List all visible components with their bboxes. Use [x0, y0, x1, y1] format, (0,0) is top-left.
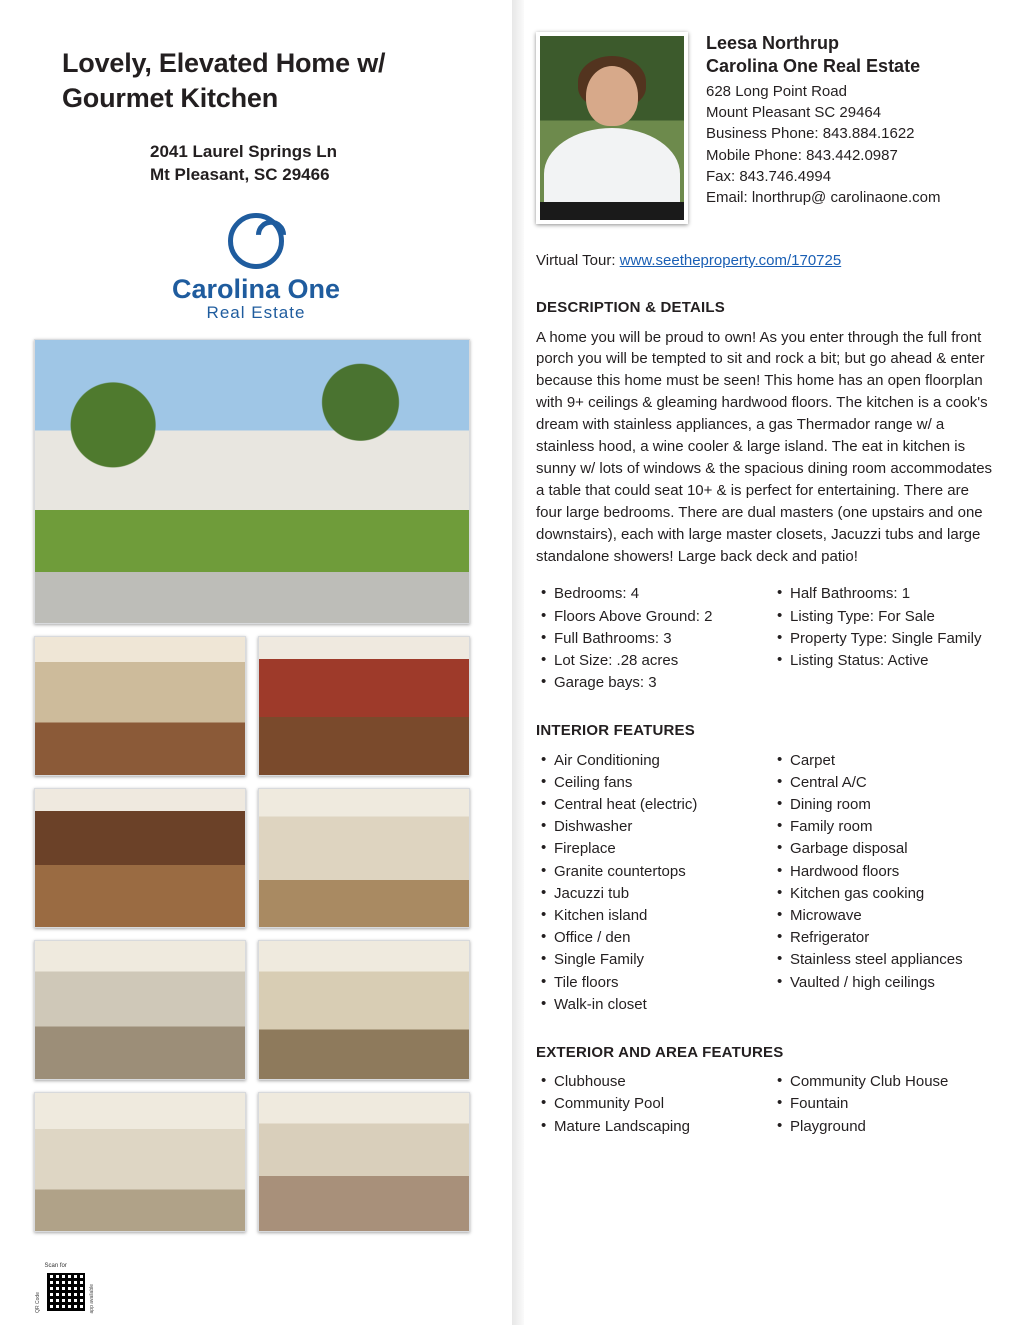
agent-city-state-zip: Mount Pleasant SC 29464	[706, 104, 882, 122]
qr-block[interactable]	[36, 1263, 95, 1313]
virtual-tour-link[interactable]: www.seetheproperty.com/170725	[619, 252, 842, 269]
qr-top-label: Scan for	[44, 1263, 67, 1269]
qr-side-label-1: QR Code	[35, 1292, 41, 1313]
virtual-tour-row	[536, 250, 994, 271]
interior-list-right	[772, 750, 994, 1016]
list-item: • Central heat (electric)	[554, 794, 758, 816]
agent-street: 628 Long Point Road	[706, 82, 847, 100]
list-item: • Stainless steel appliances	[790, 949, 994, 971]
brand-name: Carolina One	[171, 273, 341, 304]
list-item: • Single Family	[554, 949, 758, 971]
photo-dining-room	[258, 636, 470, 776]
list-item: • Carpet	[790, 750, 994, 772]
agent-business-phone: Business Phone: 843.884.1622	[706, 125, 915, 143]
exterior-lists	[536, 1071, 994, 1138]
details-lists	[536, 583, 994, 694]
virtual-tour-label: Virtual Tour:	[536, 252, 616, 269]
list-item: • Tile floors	[554, 972, 758, 994]
circle-c-icon	[228, 213, 284, 269]
list-item: • Lot Size: .28 acres	[554, 650, 758, 672]
list-item: • Playground	[790, 1116, 994, 1138]
qr-side-label-2: app available	[88, 1283, 95, 1313]
details-list-right	[772, 583, 994, 694]
photo-master-bedroom	[258, 940, 470, 1080]
list-item: • Mature Landscaping	[554, 1116, 758, 1138]
agent-info	[706, 32, 941, 224]
description-text: A home you will be proud to own! As you enter through the full front porch you will be tempted to sit and rock a bit; but go ahead & enter because this home must be seen! This home has an open floorplan with 9+ ceilings & gleaming hardwood floors. The kitchen is a cook's dream with stainless appliances, a gas Thermador range w/ a stainless hood, a wine cooler & large island. The eat in kitchen is sunny w/ lots of windows & the spacious dining room accommodates a table that could seat 10+ & is perfect for entertaining. There are four large bedrooms. There are dual masters (one upstairs and one downstairs), each with large master closets, Jacuzzi tubs and large standalone showers! Large back deck and patio!	[536, 328, 993, 565]
photo-grid	[34, 636, 470, 1232]
photo-kitchen	[34, 788, 246, 928]
list-item: • Floors Above Ground: 2	[554, 606, 758, 628]
photo-family-room	[258, 788, 470, 928]
property-address	[150, 141, 486, 187]
interior-list-left	[536, 750, 758, 1016]
exterior-section-title: EXTERIOR AND AREA FEATURES	[536, 1043, 784, 1061]
details-list-left	[536, 583, 758, 694]
list-item: • Walk-in closet	[554, 994, 758, 1016]
list-item: • Half Bathrooms: 1	[790, 583, 994, 605]
list-item: • Hardwood floors	[790, 861, 994, 883]
photo-guest-bedroom	[258, 1092, 470, 1232]
list-item: • Community Pool	[554, 1093, 758, 1115]
list-item: • Property Type: Single Family	[790, 628, 994, 650]
list-item: • Listing Status: Active	[790, 650, 994, 672]
list-item: • Dishwasher	[554, 816, 758, 838]
list-item: • Listing Type: For Sale	[790, 606, 994, 628]
list-item: • Jacuzzi tub	[554, 883, 758, 905]
list-item: • Family room	[790, 816, 994, 838]
list-item: • Full Bathrooms: 3	[554, 628, 758, 650]
brand-logo	[146, 213, 366, 323]
list-item: • Vaulted / high ceilings	[790, 972, 994, 994]
address-line-1: 2041 Laurel Springs Ln	[150, 142, 338, 162]
list-item: • Garbage disposal	[790, 838, 994, 860]
list-item: • Garage bays: 3	[554, 672, 758, 694]
exterior-list-right	[772, 1071, 994, 1138]
address-line-2: Mt Pleasant, SC 29466	[150, 165, 330, 185]
qr-code-icon[interactable]	[45, 1271, 87, 1313]
photo-bedroom-nursery	[34, 940, 246, 1080]
column-divider	[512, 0, 524, 1325]
page-title: Lovely, Elevated Home w/ Gourmet Kitchen	[62, 48, 386, 113]
agent-company: Carolina One Real Estate	[706, 56, 921, 77]
interior-lists	[536, 750, 994, 1016]
agent-head-shape	[586, 66, 638, 126]
list-item: • Refrigerator	[790, 927, 994, 949]
agent-name: Leesa Northrup	[706, 33, 840, 53]
brand-subtitle: Real Estate	[206, 303, 306, 323]
agent-fax: Fax: 843.746.4994	[706, 167, 832, 185]
photo-living-room	[34, 636, 246, 776]
exterior-list-left	[536, 1071, 758, 1138]
agent-card	[536, 32, 994, 224]
agent-skirt-shape	[540, 202, 688, 220]
list-item: • Microwave	[790, 905, 994, 927]
list-item: • Dining room	[790, 794, 994, 816]
list-item: • Granite countertops	[554, 861, 758, 883]
list-item: • Fireplace	[554, 838, 758, 860]
list-item: • Kitchen island	[554, 905, 758, 927]
agent-mobile-phone: Mobile Phone: 843.442.0987	[706, 146, 898, 164]
list-item: • Office / den	[554, 927, 758, 949]
agent-email: Email: lnorthrup@ carolinaone.com	[706, 189, 941, 207]
list-item: • Kitchen gas cooking	[790, 883, 994, 905]
list-item: • Air Conditioning	[554, 750, 758, 772]
hero-photo	[34, 339, 470, 624]
list-item: • Fountain	[790, 1093, 994, 1115]
list-item: • Clubhouse	[554, 1071, 758, 1093]
agent-photo	[536, 32, 688, 224]
right-column	[512, 0, 1024, 1325]
photo-bonus-room	[34, 1092, 246, 1232]
interior-section-title: INTERIOR FEATURES	[536, 722, 695, 740]
list-item: • Community Club House	[790, 1071, 994, 1093]
description-section-title: DESCRIPTION & DETAILS	[536, 299, 725, 317]
list-item: • Ceiling fans	[554, 772, 758, 794]
list-item: • Central A/C	[790, 772, 994, 794]
list-item: • Bedrooms: 4	[554, 583, 758, 605]
